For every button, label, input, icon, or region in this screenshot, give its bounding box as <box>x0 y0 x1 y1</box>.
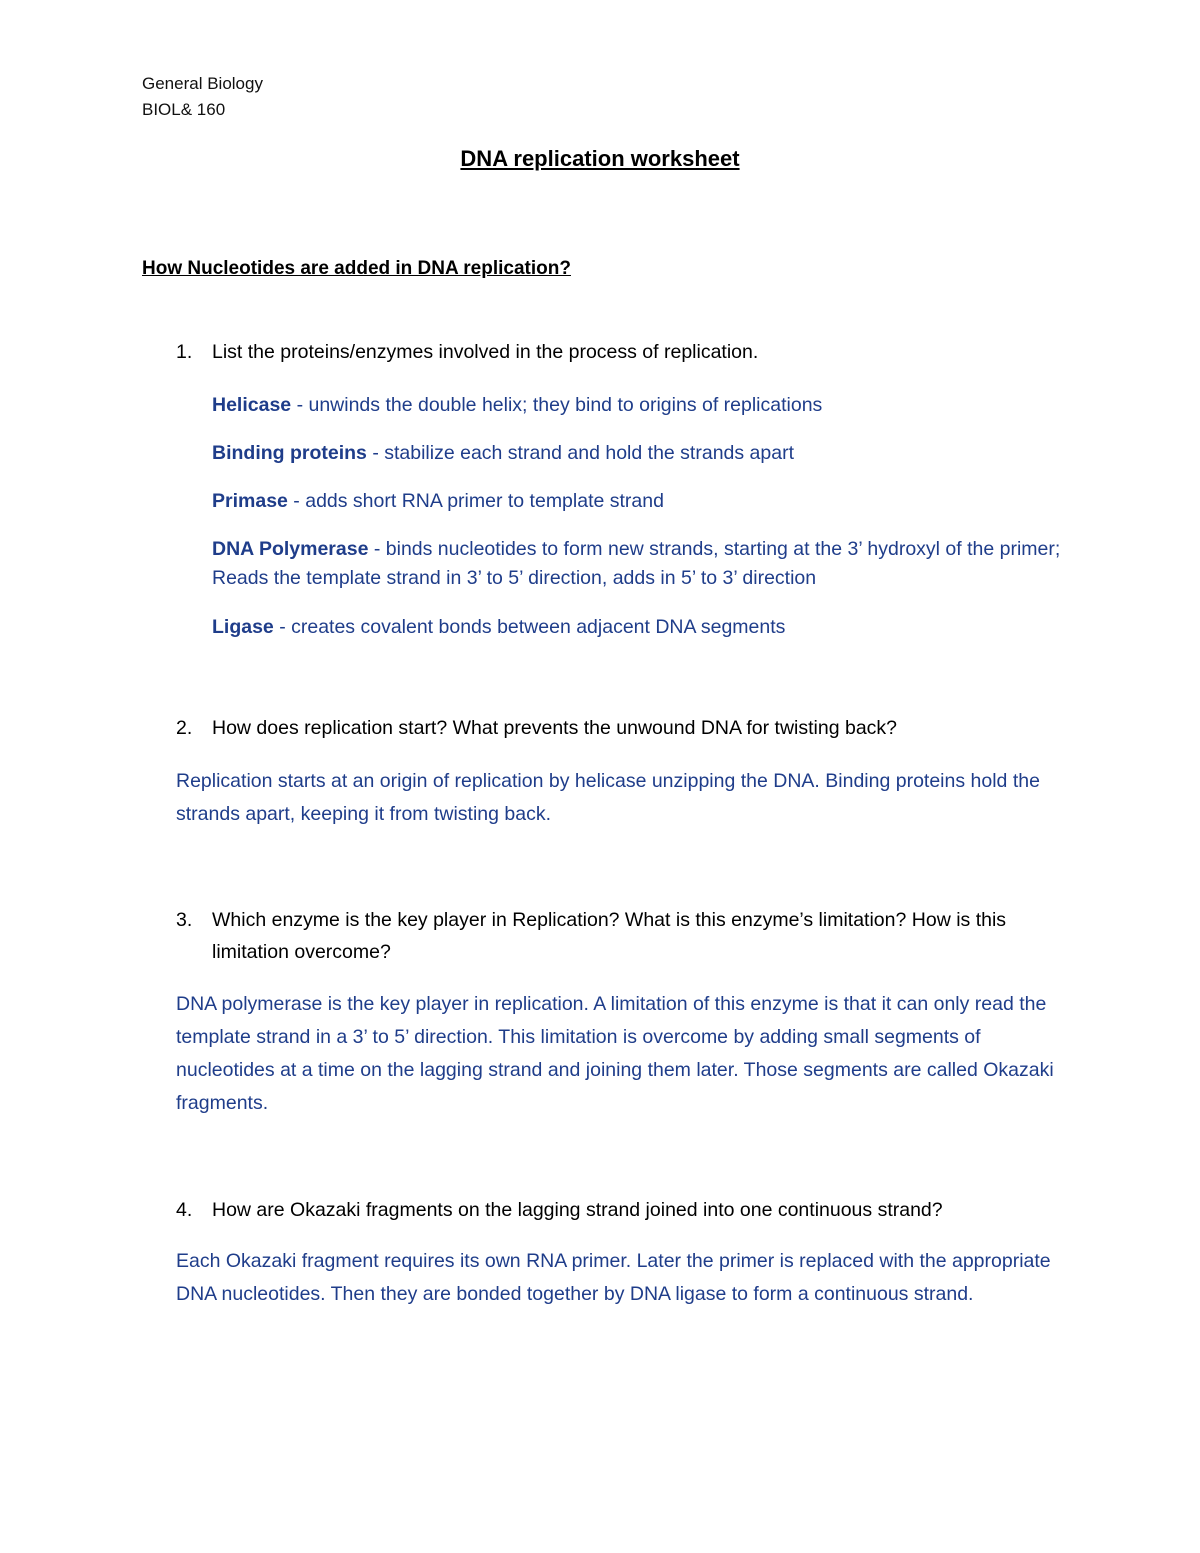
item-term: Ligase <box>212 616 274 638</box>
question-number: 4. <box>176 1199 193 1221</box>
question-3 <box>176 904 1076 968</box>
course-code: BIOL& 160 <box>142 100 226 119</box>
answer-item-helicase <box>212 391 1072 420</box>
question-text: List the proteins/enzymes involved in the process of replication. <box>212 341 759 363</box>
item-desc: - adds short RNA primer to template strand <box>287 490 664 512</box>
answer-item-ligase <box>212 613 1072 642</box>
answer-3: DNA polymerase is the key player in replication. A limitation of this enzyme is that it can only read the template strand in a 3’ to 5’ direction. This limitation is overcome by adding small segments of nucleotides at a time on the lagging strand and joining them later. Those segments are called Okazaki fragments. <box>176 993 1054 1114</box>
item-term: DNA Polymerase <box>212 538 369 560</box>
item-desc: - creates covalent bonds between adjacent DNA segments <box>273 616 786 638</box>
item-term: Binding proteins <box>212 442 367 464</box>
question-1 <box>176 336 1076 368</box>
answer-item-binding-proteins <box>212 439 1072 468</box>
section-heading: How Nucleotides are added in DNA replication? <box>142 258 571 279</box>
answer-item-dna-polymerase <box>212 535 1072 593</box>
item-term: Helicase <box>212 394 292 416</box>
question-text: Which enzyme is the key player in Replication? What is this enzyme’s limitation? How is this limitation overcome? <box>212 909 1007 963</box>
question-number: 2. <box>176 717 193 739</box>
course-name: General Biology <box>142 74 263 93</box>
answer-4: Each Okazaki fragment requires its own RNA primer. Later the primer is replaced with the appropriate DNA nucleotides. Then they are bonded together by DNA ligase to form a continuous strand. <box>176 1250 1051 1305</box>
question-text: How are Okazaki fragments on the lagging strand joined into one continuous strand? <box>212 1199 943 1221</box>
answer-item-primase <box>212 487 1072 516</box>
answer-2: Replication starts at an origin of replication by helicase unzipping the DNA. Binding proteins hold the strands apart, keeping it from twisting back. <box>176 770 1040 825</box>
item-desc: - unwinds the double helix; they bind to origins of replications <box>291 394 823 416</box>
question-text: How does replication start? What prevents the unwound DNA for twisting back? <box>212 717 898 739</box>
question-2 <box>176 712 1076 744</box>
item-term: Primase <box>212 490 288 512</box>
question-4 <box>176 1194 1076 1226</box>
question-number: 1. <box>176 341 193 363</box>
item-desc: - stabilize each strand and hold the strands apart <box>366 442 794 464</box>
item-desc: - binds nucleotides to form new strands, starting at the 3’ hydroxyl of the primer; Reads the template strand in 3’ to 5’ direction, adds in 5’ to 3’ direction <box>212 538 1061 589</box>
page-title: DNA replication worksheet <box>460 146 740 171</box>
question-number: 3. <box>176 909 193 931</box>
